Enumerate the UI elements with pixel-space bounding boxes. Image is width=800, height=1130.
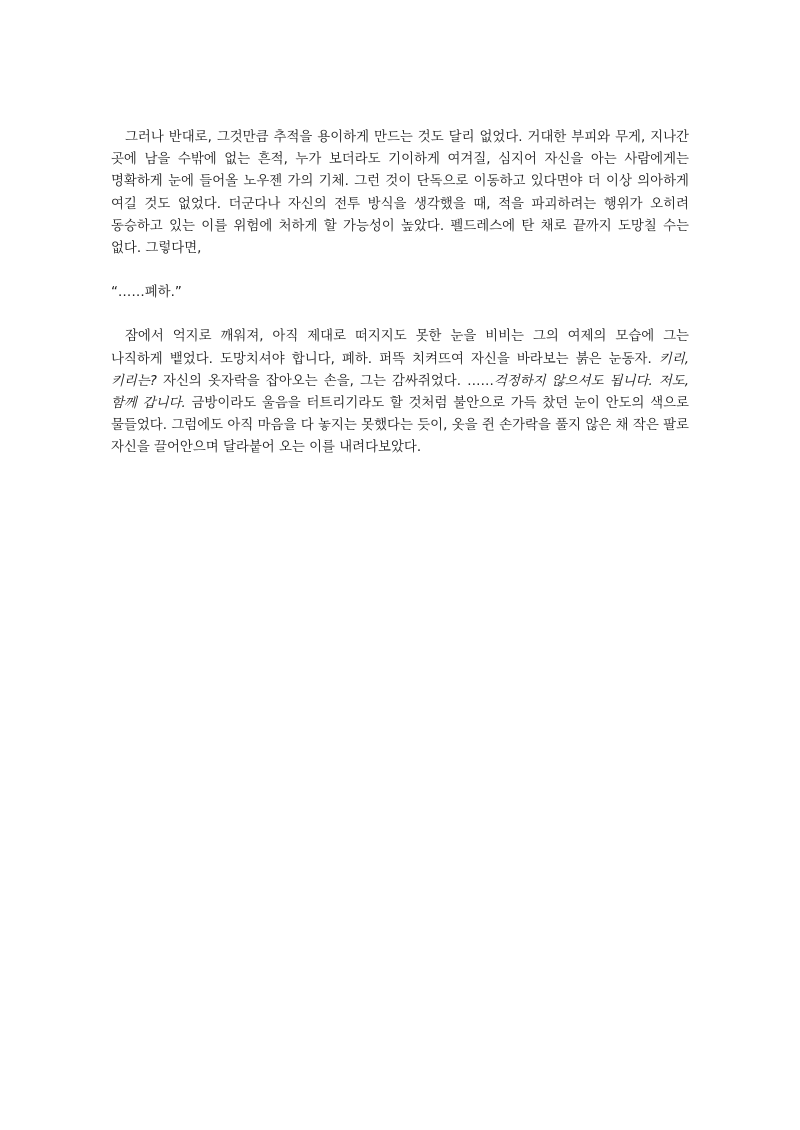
text-segment: 잠에서 억지로 깨워져, 아직 제대로 떠지지도 못한 눈을 비비는 그의 여제의 모습에 그는 나직하게 뱉었다. 도망치셔야 합니다, 폐하. 퍼뜩 치켜뜨여 자신을 바라보는 붉은 눈동자. [111, 329, 689, 367]
text-segment: 금방이라도 울음을 터트리기라도 할 것처럼 불안으로 가득 찼던 눈이 안도의 색으로 물들었다. 그럼에도 아직 마음을 다 놓지는 못했다는 듯이, 옷을 쥔 손가락을 풀지 않은 채 작은 팔로 자신을 끌어안으며 달라붙어 오는 이를 내려다보았다. [111, 396, 689, 456]
document-body [111, 127, 689, 460]
paragraph-spacer [111, 260, 689, 282]
text-segment: 그러나 반대로, 그것만큼 추적을 용이하게 만드는 것도 달리 없었다. 거대한 부피와 무게, 지나간 곳에 남을 수밖에 없는 흔적, 누가 보더라도 기이하게 여겨질, 심지어 자신을 아는 사람에게는 명확하게 눈에 들어올 노우젠 가의 기체. 그런 것이 단독으로 이동하고 있다면야 더 이상 의아하게 여길 것도 없었다. 더군다나 자신의 전투 방식을 생각했을 때, 적을 파괴하려는 행위가 오히려 동승하고 있는 이를 위험에 처하게 할 가능성이 높았다. 펠드레스에 탄 채로 끝까지 도망칠 수는 없다. 그렇다면, [111, 130, 689, 257]
text-segment: “……폐하.” [111, 285, 182, 301]
paragraph-spacer [111, 304, 689, 326]
paragraph-dialogue [111, 282, 689, 304]
italic-thought-segment: 걱정하지 않으셔도 됩니다. 저도, 함께 갑니다. [111, 373, 689, 412]
paragraph-narration-2 [111, 326, 689, 459]
text-segment: 자신의 옷자락을 잡아오는 손을, 그는 감싸쥐었다. …… [156, 373, 494, 389]
paragraph-narration-1 [111, 127, 689, 260]
italic-thought-segment: 키리, 키리는? [111, 351, 689, 389]
